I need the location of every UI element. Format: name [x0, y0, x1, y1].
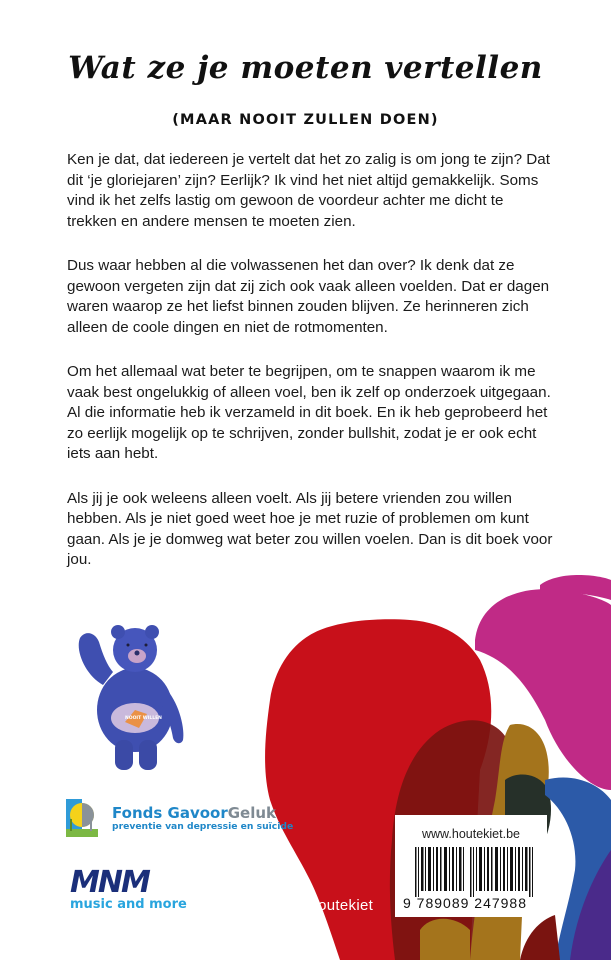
- book-subtitle: (MAAR NOOIT ZULLEN DOEN): [172, 112, 439, 128]
- blurb-paragraph-4: Als jij je ook weleens alleen voelt. Als jij betere vrienden zou willen hebben. Als je niet goed weet hoe je met ruzie of problemen om kunt gaan. Als je je domweg wat beter zou willen voelen. Dan is dit boek voor jou.: [67, 489, 553, 568]
- blurb: [67, 150, 557, 595]
- isbn-number: 9 789089 247988: [403, 895, 527, 911]
- blurb-paragraph-3: Om het allemaal wat beter te begrijpen, om te snappen waarom ik me vaak best ongelukkig of alleen voel, ben ik zelf op onderzoek uitgegaan. Al die informatie heb ik verzameld in dit boek. En ik heb geprobeerd het zo eerlijk mogelijk op te schrijven, zonder bullshit, zodat je er ook echt iets aan hebt.: [67, 363, 551, 462]
- blurb-paragraph-2: Dus waar hebben al die volwassenen het dan over? Ik denk dat ze gewoon vergeten zijn dat zij zich ook vaak alleen voelden. Dat er dagen waren waarop ze het liefst binnen zouden blijven. Ze herinneren zich alleen de coole dingen en niet de rotmomenten.: [67, 257, 550, 336]
- publisher-url: www.houtekiet.be: [422, 827, 520, 841]
- fonds-name: [112, 805, 293, 821]
- bear-mascot-illustration: [55, 610, 205, 780]
- mnm-tagline: music and more: [70, 897, 187, 912]
- fonds-name-part1: Fonds Gavoor: [112, 803, 228, 822]
- barcode-icon: [415, 847, 533, 897]
- barcode-label: [395, 815, 547, 917]
- bear-belly-label: NOOIT WILLEN: [125, 716, 162, 721]
- mnm-wordmark: MNM: [70, 865, 149, 900]
- fonds-tagline: preventie van depressie en suïcide: [112, 820, 294, 832]
- fonds-emblem-icon: [66, 799, 98, 837]
- mnm-logo: [70, 865, 200, 912]
- publisher-name: Houtekiet: [307, 897, 374, 914]
- book-title: Wat ze je moeten vertellen: [68, 50, 543, 86]
- fonds-name-part2: Geluk: [227, 803, 277, 822]
- blurb-paragraph-1: Ken je dat, dat iedereen je vertelt dat het zo zalig is om jong te zijn? Dat dit ‘je gloriejaren’ zijn? Eerlijk? Ik vind het niet altijd gemakkelijk. Soms vind ik het zelfs lastig om gewoon de voordeur achter me dicht te trekken en andere mensen te moeten zien.: [67, 151, 550, 230]
- fonds-gavoorgeluk-logo: [66, 796, 296, 840]
